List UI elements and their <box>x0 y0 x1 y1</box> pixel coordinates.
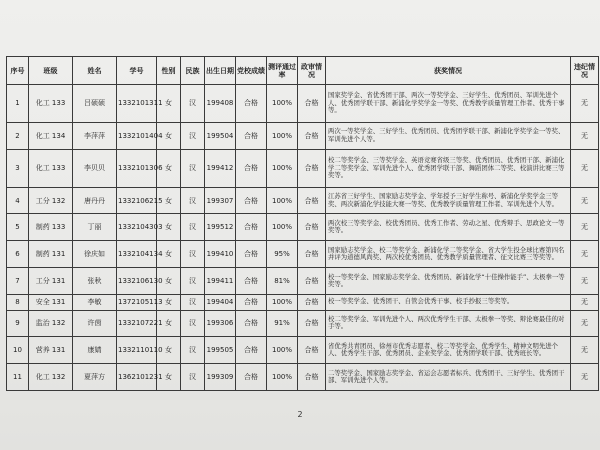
cell-name: 徐庆如 <box>73 241 117 268</box>
cell-gender: 女 <box>157 241 181 268</box>
cell-student-id: 1332101306 <box>117 149 157 187</box>
cell-class: 制药 133 <box>29 214 73 241</box>
table-row <box>7 214 599 241</box>
cell-no: 4 <box>7 187 29 214</box>
cell-ethnicity: 汉 <box>181 268 205 295</box>
cell-ethnicity: 汉 <box>181 310 205 337</box>
cell-name: 李萍萍 <box>73 122 117 149</box>
table-row <box>7 310 599 337</box>
cell-discipline: 无 <box>571 214 599 241</box>
cell-ethnicity: 汉 <box>181 241 205 268</box>
cell-no: 7 <box>7 268 29 295</box>
cell-class: 化工 134 <box>29 122 73 149</box>
cell-political-review: 合格 <box>298 241 326 268</box>
cell-student-id: 1332107221 <box>117 310 157 337</box>
cell-awards: 省优秀共青团员、徐州市优秀志愿者、校二等奖学金、优秀学生、精神文明先进个人、优秀学生干部、优秀团员、企业奖学金、优秀团学联干部、优秀班长等。 <box>326 337 571 364</box>
header-discipline: 违纪情况 <box>571 57 599 85</box>
cell-awards: 校一等奖学金、国家励志奖学金、优秀团员、新浦化学“十佳操作能手”、太极拳一等奖等。 <box>326 268 571 295</box>
header-party-score: 党校成绩 <box>236 57 267 85</box>
cell-discipline: 无 <box>571 187 599 214</box>
cell-party-score: 合格 <box>236 364 267 391</box>
cell-name: 吕硕硕 <box>73 85 117 123</box>
cell-pass-rate: 100% <box>267 214 298 241</box>
cell-student-id: 1372105113 <box>117 294 157 310</box>
cell-no: 9 <box>7 310 29 337</box>
header-no: 序号 <box>7 57 29 85</box>
cell-gender: 女 <box>157 364 181 391</box>
header-name: 姓名 <box>73 57 117 85</box>
cell-political-review: 合格 <box>298 337 326 364</box>
cell-name: 张秋 <box>73 268 117 295</box>
header-student-id: 学号 <box>117 57 157 85</box>
cell-ethnicity: 汉 <box>181 294 205 310</box>
cell-name: 夏萍方 <box>73 364 117 391</box>
cell-discipline: 无 <box>571 241 599 268</box>
page-number: 2 <box>297 410 303 419</box>
cell-birth-date: 199412 <box>205 149 236 187</box>
cell-party-score: 合格 <box>236 268 267 295</box>
table-row <box>7 187 599 214</box>
cell-name: 李贝贝 <box>73 149 117 187</box>
cell-political-review: 合格 <box>298 294 326 310</box>
cell-party-score: 合格 <box>236 241 267 268</box>
table-row <box>7 268 599 295</box>
cell-discipline: 无 <box>571 294 599 310</box>
cell-birth-date: 199411 <box>205 268 236 295</box>
cell-party-score: 合格 <box>236 122 267 149</box>
cell-gender: 女 <box>157 214 181 241</box>
cell-student-id: 1332110110 <box>117 337 157 364</box>
cell-no: 10 <box>7 337 29 364</box>
cell-awards: 二等奖学金、国家励志奖学金、省运会志愿者标兵、优秀团干、三好学生、优秀团干部、军训先进个人等。 <box>326 364 571 391</box>
cell-gender: 女 <box>157 294 181 310</box>
cell-political-review: 合格 <box>298 122 326 149</box>
cell-no: 3 <box>7 149 29 187</box>
cell-student-id: 1332104303 <box>117 214 157 241</box>
cell-awards: 两次一等奖学金、三好学生、优秀团员、优秀团学联干部、新浦化学奖学金一等奖、军训先进个人等。 <box>326 122 571 149</box>
cell-gender: 女 <box>157 149 181 187</box>
cell-gender: 女 <box>157 268 181 295</box>
cell-pass-rate: 95% <box>267 241 298 268</box>
cell-discipline: 无 <box>571 268 599 295</box>
cell-party-score: 合格 <box>236 310 267 337</box>
header-awards: 获奖情况 <box>326 57 571 85</box>
table-row <box>7 364 599 391</box>
cell-ethnicity: 汉 <box>181 364 205 391</box>
cell-class: 安全 131 <box>29 294 73 310</box>
cell-class: 化工 132 <box>29 364 73 391</box>
cell-pass-rate: 100% <box>267 122 298 149</box>
cell-discipline: 无 <box>571 337 599 364</box>
cell-pass-rate: 100% <box>267 149 298 187</box>
cell-discipline: 无 <box>571 364 599 391</box>
cell-name: 康婧 <box>73 337 117 364</box>
table-row <box>7 294 599 310</box>
cell-no: 2 <box>7 122 29 149</box>
table-header-row <box>7 57 599 85</box>
header-political-review: 政审情况 <box>298 57 326 85</box>
cell-awards: 江苏省三好学生、国家励志奖学金、学年授予三好学生称号、新浦化学奖学金三等奖、两次新浦化学技能大赛一等奖、优秀教学质量管理工作者、军训先进个人等。 <box>326 187 571 214</box>
cell-pass-rate: 91% <box>267 310 298 337</box>
cell-name: 许茵 <box>73 310 117 337</box>
cell-birth-date: 199512 <box>205 214 236 241</box>
table-row <box>7 337 599 364</box>
cell-pass-rate: 100% <box>267 337 298 364</box>
cell-name: 丁丽 <box>73 214 117 241</box>
cell-discipline: 无 <box>571 85 599 123</box>
cell-political-review: 合格 <box>298 187 326 214</box>
cell-awards: 校一等奖学金、优秀团干、自管会优秀干事、校手抄报三等奖等。 <box>326 294 571 310</box>
cell-no: 11 <box>7 364 29 391</box>
cell-discipline: 无 <box>571 310 599 337</box>
cell-birth-date: 199410 <box>205 241 236 268</box>
cell-pass-rate: 100% <box>267 85 298 123</box>
cell-class: 工分 132 <box>29 187 73 214</box>
cell-ethnicity: 汉 <box>181 149 205 187</box>
cell-gender: 女 <box>157 122 181 149</box>
header-ethnicity: 民族 <box>181 57 205 85</box>
table-row <box>7 85 599 123</box>
cell-political-review: 合格 <box>298 310 326 337</box>
cell-party-score: 合格 <box>236 294 267 310</box>
cell-pass-rate: 100% <box>267 187 298 214</box>
cell-gender: 女 <box>157 337 181 364</box>
cell-discipline: 无 <box>571 149 599 187</box>
cell-class: 化工 133 <box>29 149 73 187</box>
header-pass-rate: 测评通过率 <box>267 57 298 85</box>
cell-ethnicity: 汉 <box>181 122 205 149</box>
cell-ethnicity: 汉 <box>181 214 205 241</box>
cell-gender: 女 <box>157 85 181 123</box>
cell-birth-date: 199408 <box>205 85 236 123</box>
cell-name: 李敏 <box>73 294 117 310</box>
cell-no: 5 <box>7 214 29 241</box>
cell-discipline: 无 <box>571 122 599 149</box>
cell-class: 化工 133 <box>29 85 73 123</box>
cell-student-id: 1332104134 <box>117 241 157 268</box>
cell-gender: 女 <box>157 310 181 337</box>
cell-political-review: 合格 <box>298 268 326 295</box>
cell-student-id: 1332101311 <box>117 85 157 123</box>
cell-political-review: 合格 <box>298 214 326 241</box>
cell-political-review: 合格 <box>298 149 326 187</box>
cell-birth-date: 199306 <box>205 310 236 337</box>
cell-awards: 国家奖学金、省优秀团干部、两次一等奖学金、三好学生、优秀团员、军训先进个人、优秀团学联干部、新浦化学奖学金一等奖、优秀教学质量管理工作者、优秀干事等。 <box>326 85 571 123</box>
cell-pass-rate: 100% <box>267 294 298 310</box>
cell-student-id: 1362101231 <box>117 364 157 391</box>
cell-class: 营养 131 <box>29 337 73 364</box>
award-table <box>6 56 599 391</box>
cell-ethnicity: 汉 <box>181 85 205 123</box>
cell-party-score: 合格 <box>236 337 267 364</box>
cell-awards: 校二等奖学金、军训先进个人、两次优秀学生干部、太极拳一等奖、辩论赛最佳的对手等。 <box>326 310 571 337</box>
cell-pass-rate: 81% <box>267 268 298 295</box>
table-row <box>7 241 599 268</box>
cell-gender: 女 <box>157 187 181 214</box>
cell-class: 监治 132 <box>29 310 73 337</box>
cell-birth-date: 199505 <box>205 337 236 364</box>
cell-awards: 两次校三等奖学金、校优秀团员、优秀工作者、劳动之星、优秀辩手、思政论文一等奖等。 <box>326 214 571 241</box>
cell-birth-date: 199404 <box>205 294 236 310</box>
cell-party-score: 合格 <box>236 85 267 123</box>
cell-student-id: 1332106215 <box>117 187 157 214</box>
cell-political-review: 合格 <box>298 364 326 391</box>
cell-ethnicity: 汉 <box>181 337 205 364</box>
cell-student-id: 1332106130 <box>117 268 157 295</box>
cell-awards: 校二等奖学金、三等奖学金、英语竞赛省级三等奖、优秀团员、优秀团干部、新浦化学二等奖学金、军训先进个人、优秀团学联干部、舞蹈团体二等奖、校演讲比赛三等奖等。 <box>326 149 571 187</box>
cell-party-score: 合格 <box>236 214 267 241</box>
cell-awards: 国家励志奖学金、校二等奖学金、新浦化学二等奖学金、省大学生投全球比赛第四名并评为道德风尚奖、两次校优秀团员、优秀教学质量管理者、征文比赛三等奖等。 <box>326 241 571 268</box>
award-table-container <box>6 56 598 391</box>
cell-political-review: 合格 <box>298 85 326 123</box>
cell-no: 1 <box>7 85 29 123</box>
cell-party-score: 合格 <box>236 187 267 214</box>
cell-pass-rate: 100% <box>267 364 298 391</box>
cell-class: 制药 131 <box>29 241 73 268</box>
cell-ethnicity: 汉 <box>181 187 205 214</box>
header-gender: 性别 <box>157 57 181 85</box>
table-row <box>7 149 599 187</box>
header-class: 班级 <box>29 57 73 85</box>
table-row <box>7 122 599 149</box>
header-birth-date: 出生日期 <box>205 57 236 85</box>
cell-birth-date: 199504 <box>205 122 236 149</box>
cell-name: 唐丹丹 <box>73 187 117 214</box>
cell-student-id: 1332101404 <box>117 122 157 149</box>
cell-birth-date: 199309 <box>205 364 236 391</box>
cell-birth-date: 199307 <box>205 187 236 214</box>
cell-class: 工分 131 <box>29 268 73 295</box>
cell-no: 8 <box>7 294 29 310</box>
cell-party-score: 合格 <box>236 149 267 187</box>
cell-no: 6 <box>7 241 29 268</box>
